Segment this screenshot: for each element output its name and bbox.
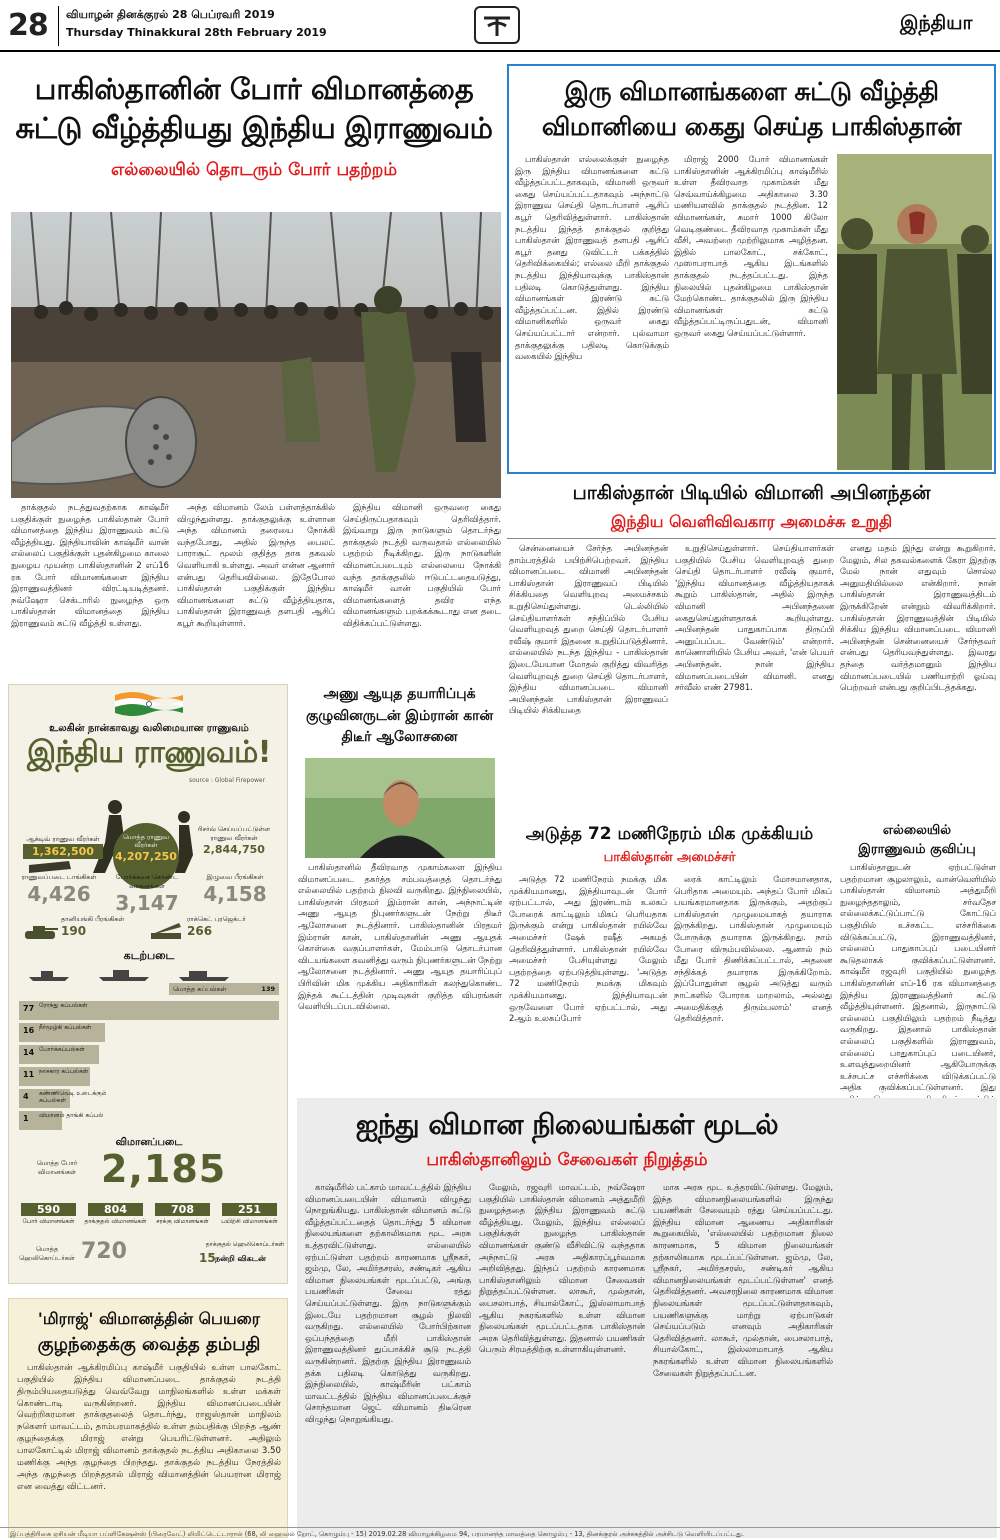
navy-total-label: மொத்த கப்பல்கள் [173, 985, 227, 993]
pilot-col-1-text: பாகிஸ்தான் எல்லைக்குள் நுழைந்த இரு இந்திய விமானங்களை சுட்டு வீழ்த்தப்பட்டதாகவும், விமானி ஒருவர் கைது செய்யப்பட்டதாகவும் அந்நாட்டு இராணுவ செய்தி தொடர்பாளர் ஆசிப் கபூர் தெரிவித்துள்ளார். பாகிஸ்தான் நடத்திய இந்தத் தாக்குதல் குறித்து பாகிஸ்தான் இராணுவத் தளபதி ஆசிப் கபூர் தனது டுவிட்டர் பக்கத்தில் தெரிவிக்கையில்; எல்லை மீறி தாக்குதல் நடத்திய இந்தியாவுக்கு பாகிஸ்தான் பதிலடி கொடுத்துள்ளது. இந்திய விமானங்கள் இரண்டு சுட்டு வீழ்த்தப்பட்டன. இதில் இரண்டு விமானிகளில் ஒருவர் கைது செய்யப்பட்டார் என்றார். புல்வாமா தாக்குதலுக்கு பதிலடி கொடுக்கும் வகையில் இந்திய [515, 154, 669, 362]
navy-total-bar [169, 983, 279, 995]
reserve-label: ரிசர்வ் செய்யப்பட்டுள்ள ராணுவ வீரர்கள் [197, 825, 271, 842]
aircraft-stat-value: 708 [155, 1203, 210, 1216]
aircraft-total-label [17, 1159, 97, 1177]
mirage-story-box [8, 1298, 288, 1538]
pilot-col-2 [674, 154, 828, 466]
date-tamil: வியாழன் தினக்குரல் 28 பெப்ரவரி 2019 [66, 8, 275, 21]
navy-row [19, 1067, 279, 1088]
tank-icon [23, 923, 59, 941]
date-english: Thursday Thinakkural 28th February 2019 [66, 26, 327, 39]
airforce-title: விமானப்படை [115, 1137, 183, 1148]
armored-label: போர்க்கவச கொண்ட வாகனங்கள் [115, 873, 179, 890]
imran-photo [305, 758, 495, 858]
next72-col-1 [509, 874, 667, 1090]
mirage-headline-line2: குழந்தைக்கு வைத்த தம்பதி [37, 1334, 261, 1355]
navy-row-value: 4 [23, 1092, 29, 1101]
infographic-source: source : Global Firepower [189, 777, 266, 784]
abhinandan-col-1 [509, 543, 668, 818]
imran-body-text: பாகிஸ்தானில் தீவிரவாத முகாம்களை இந்திய விமானப்படை தகர்த்த சம்பவத்தைத் தொடர்ந்து எல்லையில் பதற்றம் நிலவி வருகிறது. இந்நிலையில், பாகிஸ்தான் பிரதமர் இம்ரான் கான், அந்நாட்டின் அணு ஆயுத நிபுணர்களுடன் நேற்று திடீர் ஆலோசனை நடத்தினார். பாகிஸ்தானின் பிரதமர் இம்ரான் கான், பாகிஸ்தானின் அணு ஆயுதக் கொள்கை வகுப்பாளர்கள், மேம்பாடு தொடர்பான விடயங்களை கவனித்து வரும் நிபுணர்களுடன் நேற்று ஆலோசனை நடத்தினார். அணு ஆயுத தயாரிப்புப் பிரிவின் மிக முக்கிய அதிகாரிகள் கலந்துகொண்ட இந்தக் கூட்டத்தின் முடிவுகள் குறித்த விபரங்கள் வெளியிடப்படவில்லை. [298, 862, 502, 1012]
helicopter-label: மொத்த ஹெலிகொப்டர்கள் [19, 1245, 75, 1262]
infographic-title: இந்திய ராணுவம்! [27, 735, 271, 770]
lead-col-2 [177, 502, 335, 667]
lead-headline [8, 70, 500, 148]
airport-col-2 [479, 1182, 645, 1532]
airport-col-1-text: காஷ்மீரில் பட்காம் மாவட்டத்தில் இந்திய விமானப்படையின் விமானம் விழுந்து நொறுங்கியது. பாகிஸ்தான் விமானம் சுட்டு வீழ்த்தப்பட்டதைத் தொடர்ந்து 5 விமான நிலையங்களை தற்காலிகமாக மூட அரசு உத்தரவிட்டுள்ளது. எல்லையில் ஏற்பட்டுள்ள பதற்றம் காரணமாக ஸ்ரீநகர், ஜம்மு, லே, அமிர்தசரஸ், சண்டிகர் ஆகிய விமான நிலையங்கள் மூடப்பட்டு, அங்கு பயணிகள் சேவை ரத்து செய்யப்பட்டுள்ளது. இரு நாடுகளுக்கும் இடையே பதற்றமான சூழல் நிலவி வருகிறது. எல்லையில் போர்பிற்கான ஒப்பந்தத்தை மீறி பாகிஸ்தான் இராணுவத்தினர் துப்பாக்கிச் சூடு நடத்தி வருகின்றனர். இதற்கு இந்திய இராணுவம் தக்க பதிலடி கொடுத்து வருகிறது. இந்நிலையில், காஷ்மீரின் பட்காம் மாவட்டத்தில் இந்திய விமானப்படைக்குச் சொந்தமான ஜெட் விமானம் திடீரென விழுந்து நொறுங்கியது. [305, 1182, 471, 1424]
airport-story-box [297, 1098, 997, 1538]
navy-row [19, 1089, 279, 1110]
aircraft-stat-value: 251 [222, 1203, 277, 1216]
active-stat [23, 835, 103, 859]
airport-col-2-text: மேலும், ரஜவுரி மாவட்டம், நவ்ஷேரா பகுதியில் பாகிஸ்தான் விமானம் அத்துமீறி நுழைந்ததை இந்திய இராணுவம் சுட்டு வீழ்த்தியது. மேலும், இந்திய எல்லைப் பகுதிக்குள் நுழைந்த பாகிஸ்தான் விமானங்கள் குண்டு வீசிவிட்டு வந்ததாக அந்நாட்டு அரசு அதிகாரப்பூர்வமாக அறிவித்தது. இந்தப் பதற்றம் காரணமாக பாகிஸ்தானிலும் விமான சேவைகள் நிறுத்தப்பட்டுள்ளன. லாகூர், முல்தான், பைசலாபாத், சியால்கோட், இஸ்லாமாபாத் ஆகிய நகரங்களில் உள்ள விமான நிலையங்கள் மூடப்பட்டதாக பாகிஸ்தான் அரசு தெரிவித்துள்ளது. இதனால் பயணிகள் பெரும் சிரமத்திற்கு உள்ளாகியுள்ளனர். [479, 1182, 645, 1355]
crash-site-photo [11, 212, 501, 498]
abhinandan-headline: பாகிஸ்தான் பிடியில் விமானி அபினந்தன் [572, 482, 931, 504]
attack-heli-label: தாக்குதல் ஹெலிகொப்டர்கள் [205, 1241, 285, 1248]
mirage-headline [9, 1307, 289, 1358]
aircraft-stat-value: 804 [88, 1203, 143, 1216]
sp-artillery-value: 190 [61, 924, 87, 938]
aircraft-stat [15, 1203, 82, 1225]
navy-row-label: விமானம் தாங்கி கப்பல் [39, 1112, 104, 1119]
abhinandan-subhead: இந்திய வெளிவிவகார அமைச்சு உறுதி [610, 512, 893, 531]
navy-row-label: போர்க்கப்பல்கள் [39, 1046, 85, 1053]
pilot-story-box [507, 64, 996, 474]
lead-headline-line2: சுட்டு வீழ்த்தியது இந்திய இராணுவம் [15, 111, 493, 146]
aircraft-stat-value: 590 [21, 1203, 76, 1216]
lead-subhead: எல்லையில் தொடரும் போர் பதற்றம் [110, 160, 398, 180]
next72-headline: அடுத்த 72 மணிநேரம் மிக முக்கியம் [525, 824, 814, 844]
navy-row-value: 14 [23, 1048, 35, 1057]
india-flag-icon [113, 689, 185, 721]
navy-row [19, 1111, 279, 1132]
navy-row-label: நீர்மூழ்கி கப்பல்கள் [39, 1024, 92, 1031]
navy-row [19, 1023, 279, 1044]
aircraft-row [15, 1203, 283, 1237]
aircraft-total-value: 2,185 [101, 1147, 227, 1191]
navy-row-label: கண்ணிவெடி உடைக்கும் கப்பல்கள் [39, 1090, 107, 1105]
aircraft-stat [149, 1203, 216, 1225]
helicopter-value: 720 [81, 1239, 127, 1264]
abhinandan-col-3-text: எனது மதம் இந்து என்று கூறுகிறார். மேலும், சில தகவல்களைக் கேரா இதற்கு மேல் நான் எதுவும் சொல்ல அனுமதியில்லை என்கிறார். நான் பாகிஸ்தான் இராணுவத்திடம் இருக்கிறேன் என்றும் விவரிக்கிறார். பாகிஸ்தான் இராணுவத்தின் பிடியில் சிக்கிய இந்திய விமானப்படை விமானி அபினந்தன் சென்னையைச் சேர்ந்தவர் என்பது தெரியவந்துள்ளது. இவரது தந்தை வர்த்தமானும் இந்திய விமானப்படையில் பணியாற்றி ஓய்வு பெற்றவர் என்பது குறிப்பிடத்தக்கது. [840, 543, 996, 693]
thinakkural-logo-icon [474, 6, 520, 44]
rocket-label: ராக்கெட் புரஜெக்டர் [187, 915, 246, 923]
aircraft-stat [82, 1203, 149, 1225]
lead-headline-line1: பாகிஸ்தானின் போர் விமானத்தை [34, 72, 474, 106]
next72-subhead: பாகிஸ்தான் அமைச்சர் [603, 850, 736, 865]
airport-col-3-text: மாக அரசு மூட உத்தரவிட்டுள்ளது. மேலும், இந்த விமானநிலையங்களில் இருந்து பயணிகள் சேவையும் ரத்து செய்யப்பட்டது. இந்திய விமான ஆணைய அதிகாரிகள் கூறுகையில், 'எல்லையில் பதற்றமான நிலை காரணமாக, 5 விமான நிலையங்கள் தற்காலிகமாக மூடப்பட்டுள்ளன. ஜம்மு, லே, ஸ்ரீநகர், அமிர்தசரஸ், சண்டிகர் ஆகிய விமானநிலையங்கள் மூடப்பட்டுள்ளன' எனத் தெரிவித்தனர். அவசரநிலை காரணமாக விமான நிலையங்கள் மூடப்பட்டுள்ளதாகவும், பயணிகளுக்கு மாற்று ஏற்பாடுகள் செய்யப்படும் எனவும் அதிகாரிகள் தெரிவித்தனர். லாகூர், முல்தான், பைசலாபாத், சியால்கோட், இஸ்லாமாபாத் ஆகிய நகரங்களில் உள்ள விமான நிலையங்களில் சேவைகள் நிறுத்தப்பட்டன. [653, 1182, 833, 1378]
infographic-top-label: உலகின் நான்காவது வலிமையான ராணுவம் [49, 723, 249, 734]
border-headline-line1: எல்லையில் [882, 823, 952, 838]
lead-col-3 [343, 502, 501, 667]
total-personnel-label: மொத்த ராணுவ வீரர்கள் [122, 833, 170, 850]
header-divider [58, 6, 59, 46]
navy-rows [19, 1001, 279, 1133]
attack-heli-value: 15 [199, 1251, 216, 1265]
mirage-headline-line1: 'மிராஜ்' விமானத்தின் பெயரை [37, 1309, 261, 1328]
navy-row-value: 1 [23, 1114, 29, 1123]
border-headline-line2: இராணுவம் குவிப்பு [858, 841, 976, 857]
navy-row-value: 11 [23, 1070, 35, 1079]
tanks-label: ராணுவப்படை டாங்கிகள் [21, 873, 97, 881]
navy-row [19, 1045, 279, 1066]
next72-col-1-text: அடுத்த 72 மணிநேரம் நமக்கு மிக முக்கியமானது, இந்தியாவுடன் போர் ஏற்பட்டால், அது இரண்டாம் உலகப் போரைக் காட்டிலும் மிகப் பெரியதாக இருக்கும் என்று பாகிஸ்தான் ரயில்வே அமைச்சர் ஷேக் ரஷீத் அகமத் தெரிவித்துள்ளார். பாகிஸ்தான் ரயில்வே அமைச்சர் பேசியுள்ளது மேலும் பதற்றத்தை ஏற்படுத்தியுள்ளது. 'அடுத்த 72 மணிநேரம் நமக்கு மிகவும் முக்கியமானது. இந்தியாவுடன் ஒருவேளை போர் ஏற்பட்டால், அது 2ஆம் உலகப்போர் [509, 874, 667, 1024]
aircraft-stat-label: போர் விமானங்கள் [22, 1218, 75, 1225]
armored-value: 3,147 [115, 891, 179, 915]
airport-col-3 [653, 1182, 833, 1532]
navy-row-value: 16 [23, 1026, 35, 1035]
imran-headline: அணு ஆயுத தயாரிப்புக் குழுவினருடன் இம்ரான் கான் திடீர் ஆலோசனை [305, 686, 494, 746]
total-personnel-value: 4,207,250 [115, 849, 177, 863]
page-header [0, 0, 1000, 52]
pilot-photo [837, 154, 992, 470]
pilot-col-2-text: மிராஜ் 2000 போர் விமானங்கள் பாகிஸ்தானின் ஆக்கிரமிப்பு காஷ்மீரில் உள்ள தீவிரவாத முகாம்கள் மீது செவ்வாய்க்கிழமை அதிகாலை 3.30 மணியளவில் தாக்குதல் நடத்தின. 12 விமானங்கள், சுமார் 1000 கிலோ வெடிகுண்டை தீவிரவாத முகாம்கள் மீது வீசி, அவற்றை முற்றிலுமாக அழித்தன. இதில் பாலகோட், சக்கோட், முஸாபராபாத் ஆகிய இடங்களில் தாக்குதல் நடத்தப்பட்டது. இந்த நிலையில் புதன்கிழமை பாகிஸ்தான் மேற்கொண்ட தாக்குதலில் இரு இந்திய விமானங்கள் சுட்டு வீழ்த்தப்பட்டிருப்பதுடன், விமானி ஒருவர் கைது செய்யப்பட்டுள்ளார். [674, 154, 828, 338]
border-body-text: பாகிஸ்தானுடன் ஏற்பட்டுள்ள பதற்றமான சூழலாலும், வான்வெளியில் பாகிஸ்தான் விமானம் அத்துமீறி நுழைந்ததாலும், சர்வதேச எல்லைக்கட்டுப்பாட்டு கோட்டுப் பகுதியில் உச்சகட்ட எச்சரிக்கை விடுக்கப்பட்டு, இராணுவத்தினர், எல்லைப் பாதுகாப்புப் படையினர் கூடுதலாகக் குவிக்கப்பட்டுள்ளனர். காஷ்மீர் ரஜவுரி பகுதியில் நுழைந்த பாகிஸ்தானின் எப்-16 ரக விமானத்தை இந்திய இராணுவத்தினர் சுட்டு வீழ்த்தியுள்ளனர். இதனால், இருநாட்டு எல்லைப் பகுதியிலும் பதற்றம் நீடித்து வருகிறது. இதனால் பாகிஸ்தான் எல்லைப் பகுதிகளில் இராணுவம், எல்லைப் பாதுகாப்புப் படையினர், உளவுத்துறையினர் ஆகியோருக்கு உச்சபட்ச எச்சரிக்கை விடுக்கப்பட்டு அதிக குவிக்கப்பட்டுள்ளனர். இது [840, 862, 996, 1093]
airport-col-1 [305, 1182, 471, 1532]
pilot-col-1 [515, 154, 669, 466]
lead-col-2-text: அந்த விமானம் லேம் பள்ளத்தாக்கில் விழுந்துள்ளது. தாக்குதலுக்கு உள்ளான அந்த விமானம் தரையை நோக்கி வந்தபோது, அதில் இருந்த பைலட் பாராசூட் மூலம் குதித்த தாக தகவல் வெளியாகி உள்ளது. அவர் என்ன ஆனார் என்பது தெரியவில்லை. இதேபோல பாகிஸ்தான் பகுதிக்குள் இந்திய விமானங்களை சுட்டு வீழ்த்தியதாக, பாகிஸ்தான் இராணுவத் தளபதி ஆசிப் கபூர் கூறியுள்ளார். [177, 502, 335, 628]
artillery-stat [195, 873, 275, 906]
lead-col-1 [11, 502, 169, 667]
navy-title: கடற்படை [123, 949, 175, 962]
navy-row-label: ரோந்து கப்பல்கள் [39, 1002, 88, 1009]
credit-vikatan: நன்றி விகடன் [215, 1254, 266, 1263]
aircraft-stat [216, 1203, 283, 1225]
tanks-stat [19, 873, 99, 906]
navy-row [19, 1001, 279, 1022]
artillery-value: 4,158 [203, 882, 267, 906]
army-infographic [8, 684, 288, 1284]
next72-col-2-text: ரைக் காட்டிலும் மோசமானதாக, பெரிதாக அமையும். அந்தப் போர் மிகப் பயங்கரமானதாக இருக்கும், அதற்குப் பாகிஸ்தான் முழுமையாகத் தயாராக இருக்கிறது. பாகிஸ்தான் முழுமையும் போருக்கு தயாராக இருக்கிறது. நாம் போரை விரும்பவில்லை. ஆனால் நம் மீது போர் திணிக்கப்பட்டால், அதனை சந்திக்கத் தயாராக இருக்கிறோம். இப்போதுள்ள சூழல் அடுத்து வரும் நாட்களில் போராக மாறலாம், அல்லது அமைதிக்குத் திரும்பலாம்' எனத் தெரிவித்தார். [674, 874, 832, 1024]
mirage-body [17, 1363, 281, 1533]
abhinandan-col-2 [675, 543, 834, 818]
abhinandan-col-1-text: சென்னையைச் சேர்ந்த அபினந்தன் தாம்பரத்தில் பயிற்சிபெற்றவர். இந்திய விமானப்படை விமானி அபினந்தன் பாகிஸ்தான் இராணுவப் பிடியில் சிக்கியதை வெளியுறவு அமைச்சகம் உறுதிசெய்துள்ளது. டெல்லியில் செய்தியாளர்கள் சந்திப்பில் பேசிய வெளியுறவுத் துறை செய்தி தொடர்பாளர் ரவீஷ் குமார் இதனை உறுதிப்படுத்தினார். எல்லையில் நடந்த இந்திய - பாகிஸ்தான் இடையேயான மோதல் குறித்து விவரித்த வெளியுறவுத் துறை செய்தி தொடர்பாளர், இந்திய விமானப்படை விமானி அபினந்தன் பாகிஸ்தான் இராணுவப் பிடியில் சிக்கியதை [509, 543, 668, 716]
next72-col-2 [674, 874, 832, 1090]
lead-col-3-text: இந்திய விமானி ஒருவரை கைது செய்திருப்பதாகவும் தெரிவித்தார். இவ்வாறு இரு நாடுகளும் தொடர்ந்து தாக்குதல் நடத்தி வருவதால் எல்லையில் பதற்றம் நீடிக்கிறது. இரு நாடுகளின் விமானப்படையும் எல்லையை நோக்கி வந்த தாக்குதலில் ஈடுபட்டதையடுத்து, காஷ்மீர் வான் பகுதியில் போர் விமானங்களைத் தவிர எந்த விமானங்களும் பறக்கக்கூடாது என தடை விதிக்கப்பட்டுள்ளது. [343, 502, 501, 628]
airport-headline: ஐந்து விமான நிலையங்கள் மூடல் [355, 1108, 779, 1141]
navy-row-label: நாசகார கப்பல்கள் [39, 1068, 89, 1075]
border-headline [838, 822, 996, 860]
active-label: ஆக்டிவ் ராணுவ வீரர்கள் [26, 835, 100, 843]
aircraft-stat-label: பயிற்சி விமானங்கள் [221, 1218, 278, 1225]
navy-total-value: 139 [261, 985, 275, 993]
aircraft-stat-label: தாக்குதல் விமானங்கள் [84, 1218, 147, 1225]
section-title: இந்தியா [900, 12, 973, 34]
navy-row-value: 77 [23, 1004, 35, 1013]
pilot-headline-line1: இரு விமானங்களை சுட்டு வீழ்த்தி [564, 77, 939, 106]
sp-artillery-label: தானியங்கி பீரங்கிகள் [61, 915, 125, 923]
artillery-label: இழுவை பீரங்கிகள் [206, 873, 264, 881]
warships-icon [29, 965, 269, 981]
footer-imprint: இப்பத்திரிகை ஏசியன் மீடியா பப்ளிகேஷன்ஸ் (பிரைவேட்) லிமிட்டெட்டாரால் (68, லி ஹைவல் றோட், கொழும்பு - 15) 2019.02.28 வியாழக்கிழமை 94, பரமானந்த மாவத்தை கொழும்பு - 13, தினக்குரல் அச்சகத்தில் அச்சிடடு வெளியிடப்பட்டது. [0, 1527, 1000, 1540]
mirage-body-text: பாகிஸ்தான் ஆக்கிரமிப்பு காஷ்மீர் பகுதியில் உள்ள பாலகோட் பகுதியில் இந்திய விமானப்படை தாக்குதல் நடத்தி திரும்பியதையடுத்து வெவ்வேறு மாநிலங்களில் உள்ள மக்கள் கொண்டாடி வருகின்றனர். இந்திய விமானப்படையின் வெற்றிகரமான தாக்குதலைத் தொடர்ந்து, ராஜஸ்தான் மாநிலம் நகௌர் மாவட்டம், தாம்பரமாகத்தில் உள்ள தம்பதிக்கு பிறந்த ஆண் குழந்தைக்கு மிராஜ் என்று பெயரிட்டுள்ளனர். அதிலும் பாலகோட்டில் மிராஜ் விமானம் தாக்குதல் நடத்திய அதிகாலை 3.50 மணிக்கு அந்த குழந்தை பிறந்தது. தாக்குதல் நடத்திய நேரத்தில் அந்த குழந்தை பிறந்ததால் மிராஜ் விமானத்தின் பெயரான மிராஜ் என வைத்து விட்டனர். [17, 1363, 281, 1492]
lead-col-1-text: தாக்குதல் நடத்துவதற்காக காஷ்மீர் பகுதிக்குள் நுழைந்த பாகிஸ்தான் போர் விமானத்தை இந்திய இராணுவம் சுட்டு வீழ்த்தியது. இந்தியாவின் காஷ்மீர் வான் எல்லைப் பகுதிக்குள் புதன்கிழமை காலை நுழைய முயன்ற பாகிஸ்தானின் 2 எப்16 ரக போர் விமானங்களை இந்திய இராணுவத்தினர் விரட்டியடித்தனர். நவ்ஷேரா செக்டாரில் நுழைந்த ஒரு பாகிஸ்தான் விமானத்தை இந்திய இராணுவம் சுட்டு வீழ்த்தி உள்ளது. [11, 502, 169, 628]
reserve-stat [194, 825, 274, 856]
abhinandan-col-2-text: உறுதிசெய்துள்ளார். செய்தியாளர்கள் பகுதியில் பேசிய வெளியுறவுத் துறை செய்தி தொடர்பாளர் ரவீஷ் குமார், 'இந்திய விமானத்தை வீழ்த்தியதாகக் கூறும் பாகிஸ்தான், அதில் இருந்த விமானி அபினந்தனை கைதுசெய்துள்ளதாகக் கூறியுள்ளது. அபினந்தன் பாதுகாப்பாக திருப்பி அனுப்பப்பட வேண்டும்' என்றார். காணொளியில் பேசிய அவர், 'என் பெயர் அபினந்தன். நான் இந்திய விமானப்படையின் விமானி. எனது சர்வீஸ் எண் 27981. [675, 543, 834, 693]
aircraft-stat-label: சரக்கு விமானங்கள் [156, 1218, 209, 1225]
page-number: 28 [8, 8, 48, 43]
aircraft-total-label-text: மொத்த போர் விமானங்கள் [36, 1159, 78, 1176]
abhinandan-col-3 [840, 543, 996, 818]
armored-stat [107, 873, 187, 915]
pilot-headline-line2: விமானியை கைது செய்த பாகிஸ்தான் [541, 112, 962, 141]
active-value: 1,362,500 [23, 844, 103, 859]
tanks-value: 4,426 [27, 882, 91, 906]
abhinandan-rule [507, 538, 996, 539]
reserve-value: 2,844,750 [203, 843, 265, 856]
pilot-headline [509, 74, 994, 144]
imran-body [298, 862, 502, 1087]
sp-artillery-stat [61, 915, 131, 938]
rocket-stat [187, 915, 267, 938]
airport-subhead: பாகிஸ்தானிலும் சேவைகள் நிறுத்தம் [426, 1150, 708, 1170]
rocket-launcher-icon [149, 921, 185, 941]
rocket-value: 266 [187, 924, 213, 938]
